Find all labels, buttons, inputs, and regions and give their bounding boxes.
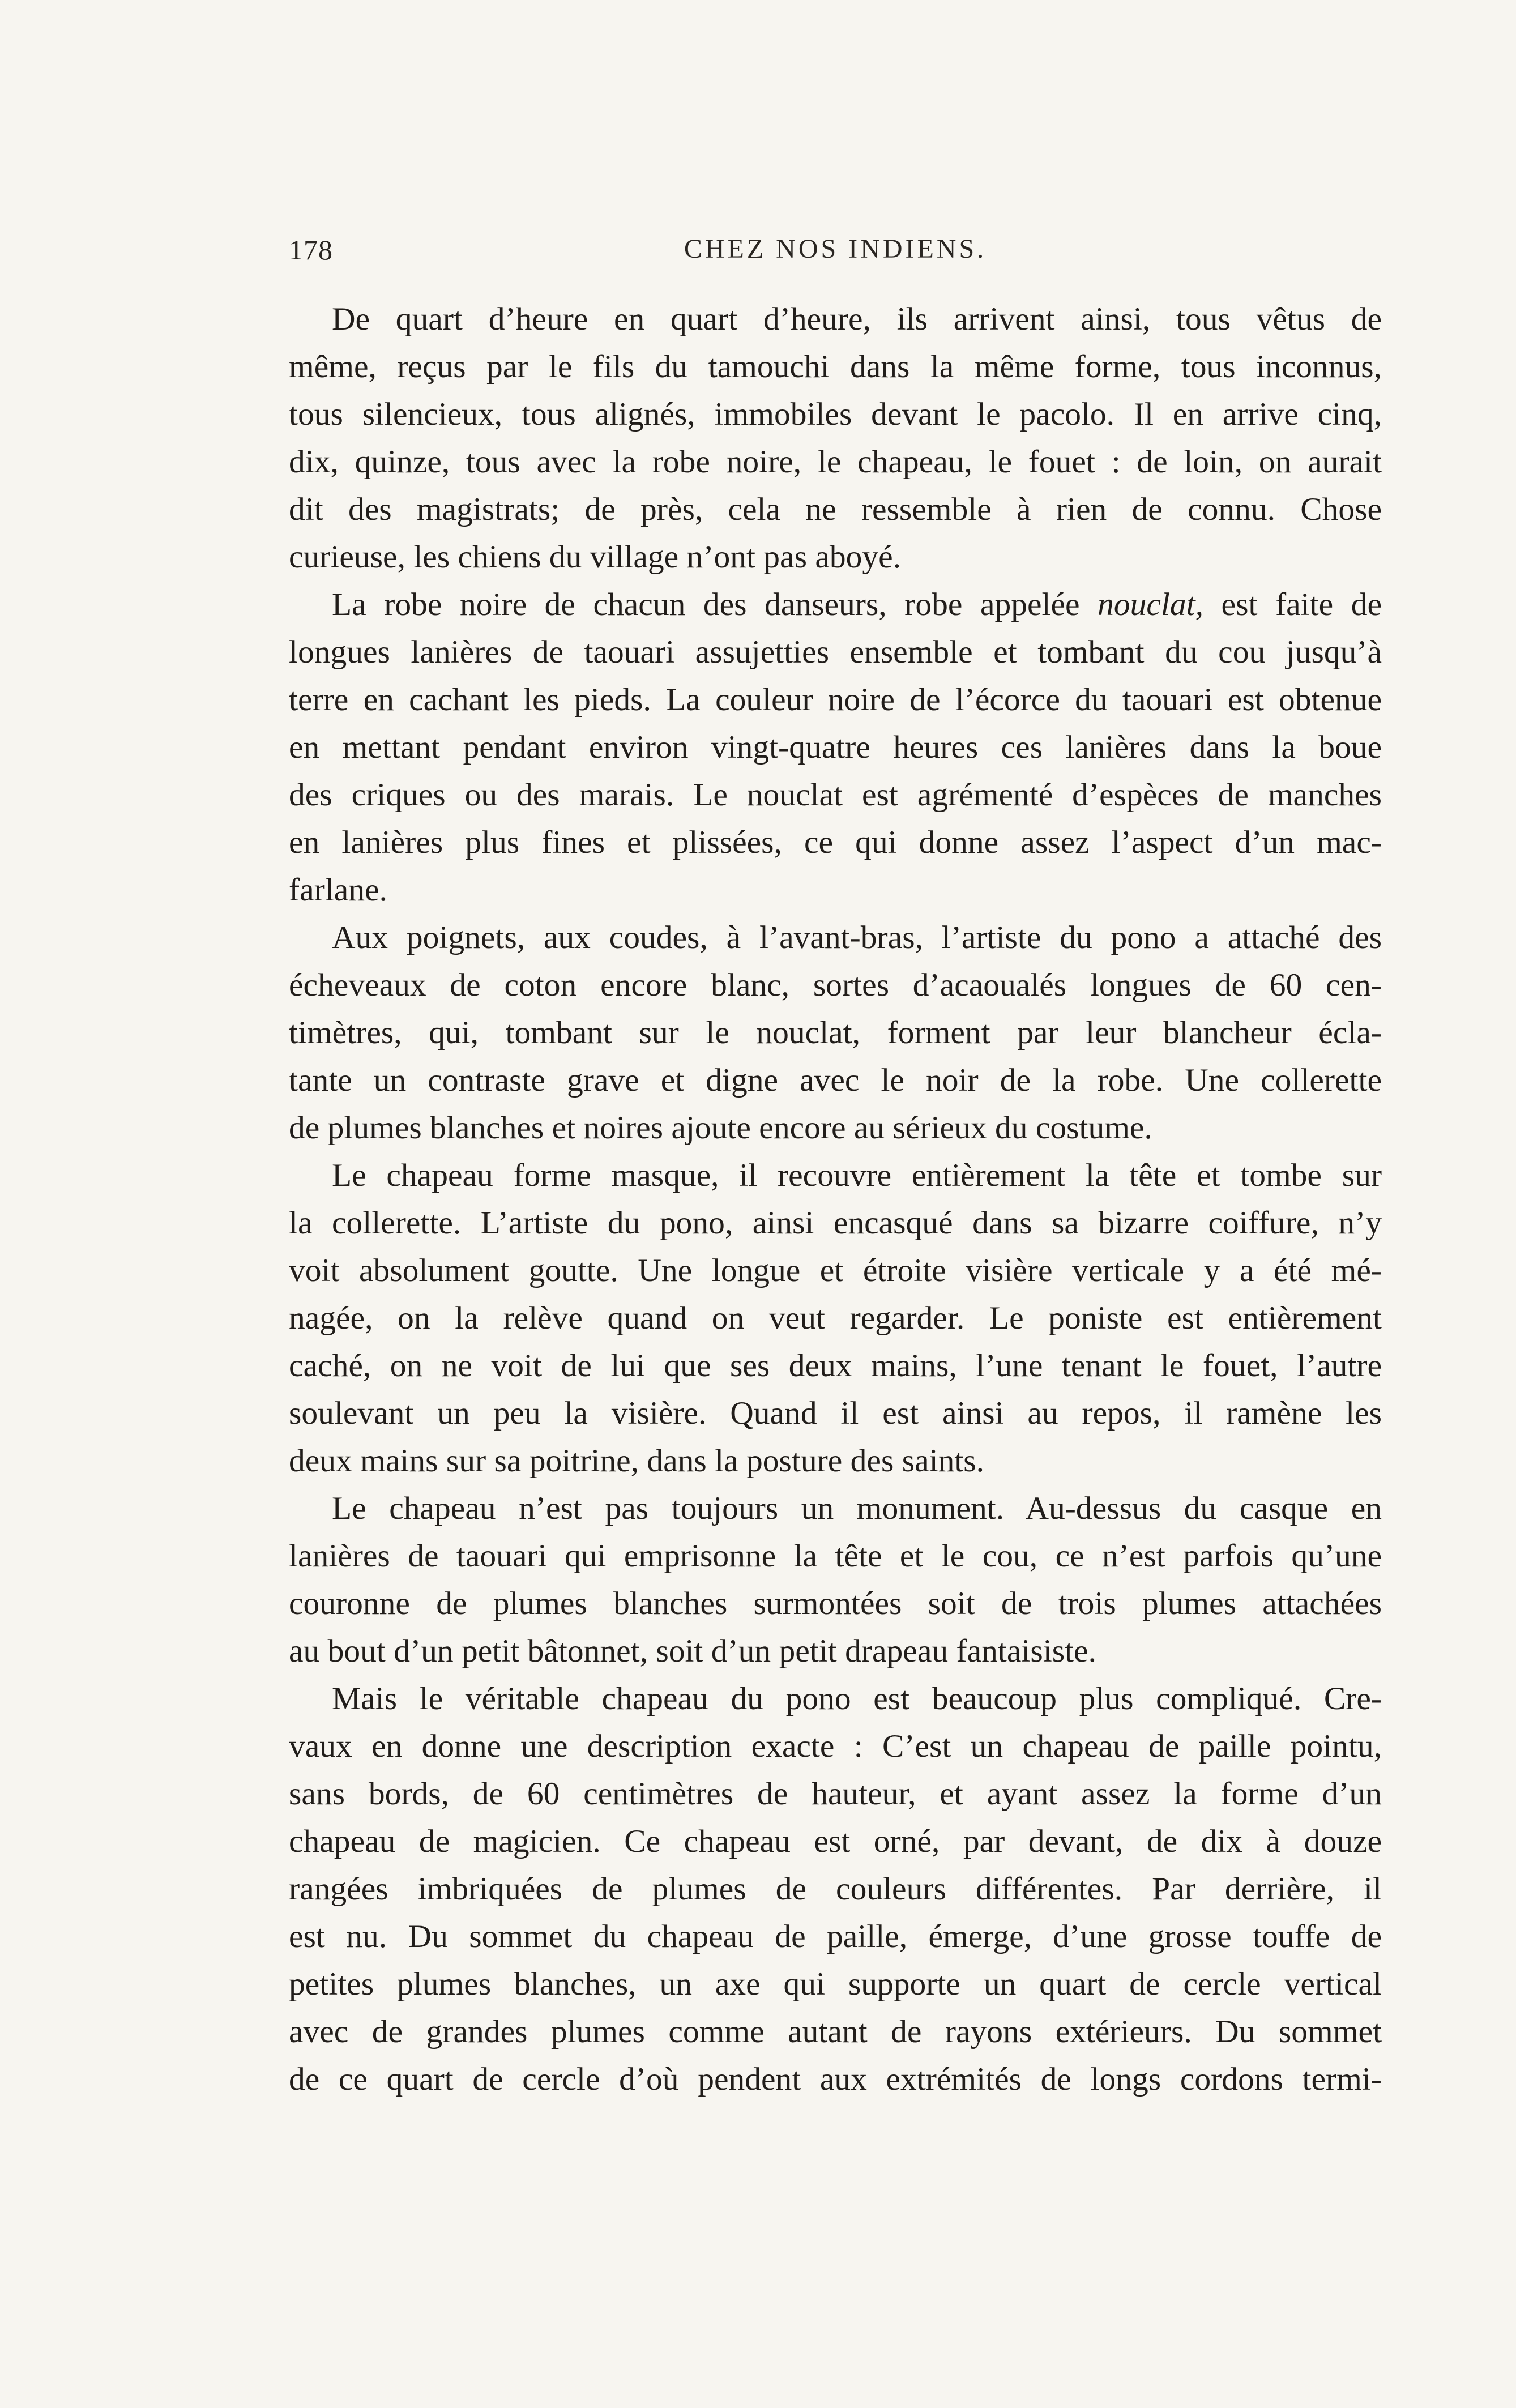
text-line: est nu. Du sommet du chapeau de paille, émerge, d’une grosse touffe de bbox=[289, 1919, 1382, 1954]
text-line: avec de grandes plumes comme autant de rayons extérieurs. Du sommet bbox=[289, 2014, 1382, 2050]
text-line: sans bords, de 60 centimètres de hauteur, et ayant assez la forme d’un bbox=[289, 1776, 1382, 1812]
text-line: caché, on ne voit de lui que ses deux mains, l’une tenant le fouet, l’autre bbox=[289, 1348, 1382, 1384]
text-line: farlane. bbox=[289, 872, 387, 908]
paragraph bbox=[289, 581, 1382, 914]
text-line: tous silencieux, tous alignés, immobiles devant le pacolo. Il en arrive cinq, bbox=[289, 396, 1382, 432]
text-line: Mais le véritable chapeau du pono est beaucoup plus compliqué. Cre- bbox=[332, 1681, 1382, 1717]
text-run: La robe noire de chacun des danseurs, robe appelée bbox=[332, 587, 1098, 622]
text-line: voit absolument goutte. Une longue et étroite visière verticale y a été mé- bbox=[289, 1253, 1382, 1288]
paragraph bbox=[289, 914, 1382, 1152]
text-line: en lanières plus fines et plissées, ce qui donne assez l’aspect d’un mac- bbox=[289, 825, 1382, 860]
text-run: est faite de bbox=[1203, 587, 1382, 622]
body-text bbox=[289, 296, 1382, 2103]
page-number: 178 bbox=[289, 234, 333, 266]
text-line: De quart d’heure en quart d’heure, ils arrivent ainsi, tous vêtus de bbox=[332, 301, 1382, 337]
text-line: rangées imbriquées de plumes de couleurs différentes. Par derrière, il bbox=[289, 1871, 1382, 1907]
paragraph bbox=[289, 296, 1382, 581]
text-line: Le chapeau forme masque, il recouvre entièrement la tête et tombe sur bbox=[332, 1158, 1382, 1193]
text-line: de plumes blanches et noires ajoute encore au sérieux du costume. bbox=[289, 1110, 1152, 1146]
text-line: tante un contraste grave et digne avec le noir de la robe. Une collerette bbox=[289, 1062, 1382, 1098]
text-line: longues lanières de taouari assujetties ensemble et tombant du cou jusqu’à bbox=[289, 634, 1382, 670]
paragraph bbox=[289, 1485, 1382, 1675]
text-line: de ce quart de cercle d’où pendent aux extrémités de longs cordons termi- bbox=[289, 2061, 1382, 2097]
text-line: curieuse, les chiens du village n’ont pas aboyé. bbox=[289, 539, 901, 575]
text-line: terre en cachant les pieds. La couleur noire de l’écorce du taouari est obtenue bbox=[289, 682, 1382, 718]
text-line: Le chapeau n’est pas toujours un monument. Au-dessus du casque en bbox=[332, 1491, 1382, 1526]
text-line: en mettant pendant environ vingt-quatre heures ces lanières dans la boue bbox=[289, 729, 1382, 765]
text-line: Aux poignets, aux coudes, à l’avant-bras, l’artiste du pono a attaché des bbox=[332, 920, 1382, 955]
text-line: au bout d’un petit bâtonnet, soit d’un petit drapeau fantaisiste. bbox=[289, 1633, 1096, 1669]
text-line: la collerette. L’artiste du pono, ainsi encasqué dans sa bizarre coiffure, n’y bbox=[289, 1205, 1382, 1241]
text-line: soulevant un peu la visière. Quand il est ainsi au repos, il ramène les bbox=[289, 1395, 1382, 1431]
paragraph bbox=[289, 1675, 1382, 2103]
text-line: couronne de plumes blanches surmontées soit de trois plumes attachées bbox=[289, 1586, 1382, 1621]
text-line: vaux en donne une description exacte : C’est un chapeau de paille pointu, bbox=[289, 1728, 1382, 1764]
text-line: lanières de taouari qui emprisonne la tête et le cou, ce n’est parfois qu’une bbox=[289, 1538, 1382, 1574]
text-line: timètres, qui, tombant sur le nouclat, forment par leur blancheur écla- bbox=[289, 1015, 1382, 1051]
text-line: écheveaux de coton encore blanc, sortes d’acaoualés longues de 60 cen- bbox=[289, 967, 1382, 1003]
text-line bbox=[289, 581, 1382, 629]
text-line: petites plumes blanches, un axe qui supporte un quart de cercle vertical bbox=[289, 1966, 1382, 2002]
paragraph bbox=[289, 1152, 1382, 1485]
running-header bbox=[289, 233, 1382, 273]
text-line: chapeau de magicien. Ce chapeau est orné, par devant, de dix à douze bbox=[289, 1824, 1382, 1859]
text-line: deux mains sur sa poitrine, dans la posture des saints. bbox=[289, 1443, 985, 1479]
text-line: même, reçus par le fils du tamouchi dans la même forme, tous inconnus, bbox=[289, 349, 1382, 385]
running-title: CHEZ NOS INDIENS. bbox=[684, 234, 987, 264]
italic-term: nouclat, bbox=[1098, 587, 1203, 622]
text-line: des criques ou des marais. Le nouclat est agrémenté d’espèces de manches bbox=[289, 777, 1382, 813]
text-line: dit des magistrats; de près, cela ne ressemble à rien de connu. Chose bbox=[289, 492, 1382, 527]
text-line: nagée, on la relève quand on veut regarder. Le poniste est entièrement bbox=[289, 1300, 1382, 1336]
text-line: dix, quinze, tous avec la robe noire, le chapeau, le fouet : de loin, on aurait bbox=[289, 444, 1382, 480]
